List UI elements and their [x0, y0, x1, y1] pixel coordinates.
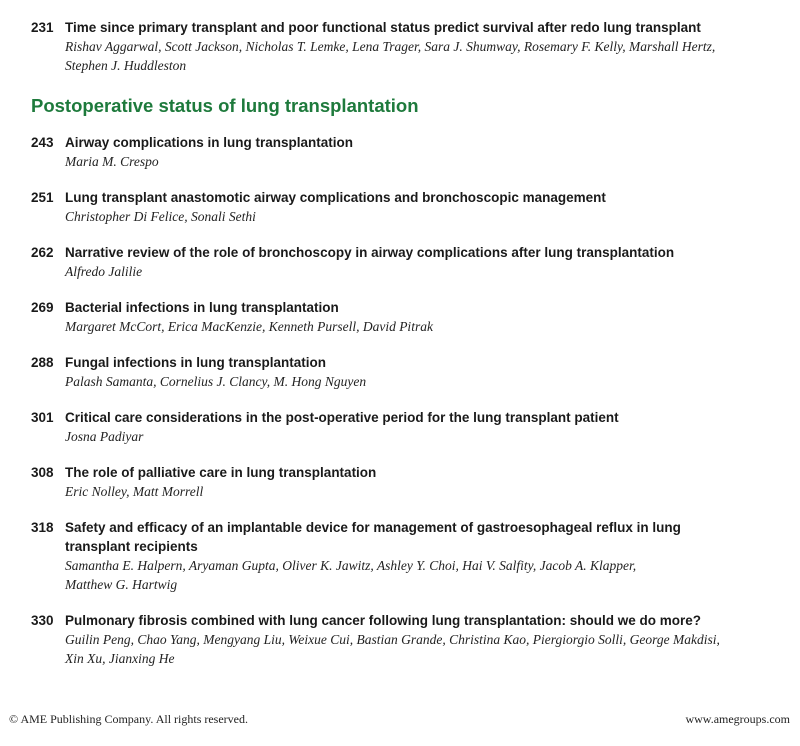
article-title: Lung transplant anastomotic airway complications and bronchoscopic management — [65, 190, 606, 205]
article-authors: Palash Samanta, Cornelius J. Clancy, M. Hong Nguyen — [65, 374, 367, 389]
toc-entry-308 — [31, 463, 791, 501]
toc-entry-231 — [31, 18, 791, 75]
article-title: Airway complications in lung transplantation — [65, 135, 354, 150]
article-title: Narrative review of the role of bronchoscopy in airway complications after lung transplantation — [65, 245, 675, 260]
article-title: The role of palliative care in lung transplantation — [65, 465, 377, 480]
article-authors: Margaret McCort, Erica MacKenzie, Kenneth Pursell, David Pitrak — [65, 319, 433, 334]
article-title: Critical care considerations in the post-operative period for the lung transplant patient — [65, 410, 619, 425]
page-number: 231 — [31, 20, 54, 35]
page-number: 318 — [31, 520, 54, 535]
toc-entry-262 — [31, 243, 791, 281]
website-link[interactable]: www.amegroups.com — [685, 712, 790, 726]
article-title: Time since primary transplant and poor functional status predict survival after redo lung transplant — [65, 20, 701, 35]
article-authors: Christopher Di Felice, Sonali Sethi — [65, 209, 256, 224]
toc-entry-301 — [31, 408, 791, 446]
toc-entry-269 — [31, 298, 791, 336]
article-authors: Rishav Aggarwal, Scott Jackson, Nicholas T. Lemke, Lena Trager, Sara J. Shumway, Rosemary F. Kelly, Marshall Hertz, — [65, 39, 716, 54]
article-title: Fungal infections in lung transplantation — [65, 355, 326, 370]
article-authors-cont: Xin Xu, Jianxing He — [65, 651, 175, 666]
toc-entry-243 — [31, 133, 791, 171]
toc-entry-318 — [31, 518, 791, 594]
toc-entry-251 — [31, 188, 791, 226]
article-authors: Josna Padiyar — [65, 429, 144, 444]
article-authors: Guilin Peng, Chao Yang, Mengyang Liu, Weixue Cui, Bastian Grande, Christina Kao, Piergiorgio Solli, George Makdisi, — [65, 632, 720, 647]
section-heading: Postoperative status of lung transplantation — [31, 95, 419, 116]
article-authors-cont: Matthew G. Hartwig — [65, 577, 178, 592]
page-number: 301 — [31, 410, 54, 425]
page-number: 330 — [31, 613, 54, 628]
article-authors: Maria M. Crespo — [65, 154, 159, 169]
article-title-cont: transplant recipients — [65, 539, 198, 554]
toc-entry-288 — [31, 353, 791, 391]
article-authors: Alfredo Jalilie — [65, 264, 143, 279]
toc-entry-330 — [31, 611, 791, 668]
article-authors: Samantha E. Halpern, Aryaman Gupta, Oliver K. Jawitz, Ashley Y. Choi, Hai V. Salfity, Jacob A. Klapper, — [65, 558, 637, 573]
article-title: Safety and efficacy of an implantable device for management of gastroesophageal reflux in lung — [65, 520, 681, 535]
page-number: 308 — [31, 465, 54, 480]
article-authors: Eric Nolley, Matt Morrell — [65, 484, 204, 499]
page-number: 269 — [31, 300, 54, 315]
article-authors-cont: Stephen J. Huddleston — [65, 58, 187, 73]
page-number: 243 — [31, 135, 54, 150]
article-title: Bacterial infections in lung transplantation — [65, 300, 339, 315]
article-title: Pulmonary fibrosis combined with lung cancer following lung transplantation: should we do more? — [65, 613, 702, 628]
page-number: 251 — [31, 190, 54, 205]
copyright-notice: © AME Publishing Company. All rights reserved. — [9, 712, 248, 726]
page-number: 262 — [31, 245, 54, 260]
page-number: 288 — [31, 355, 54, 370]
